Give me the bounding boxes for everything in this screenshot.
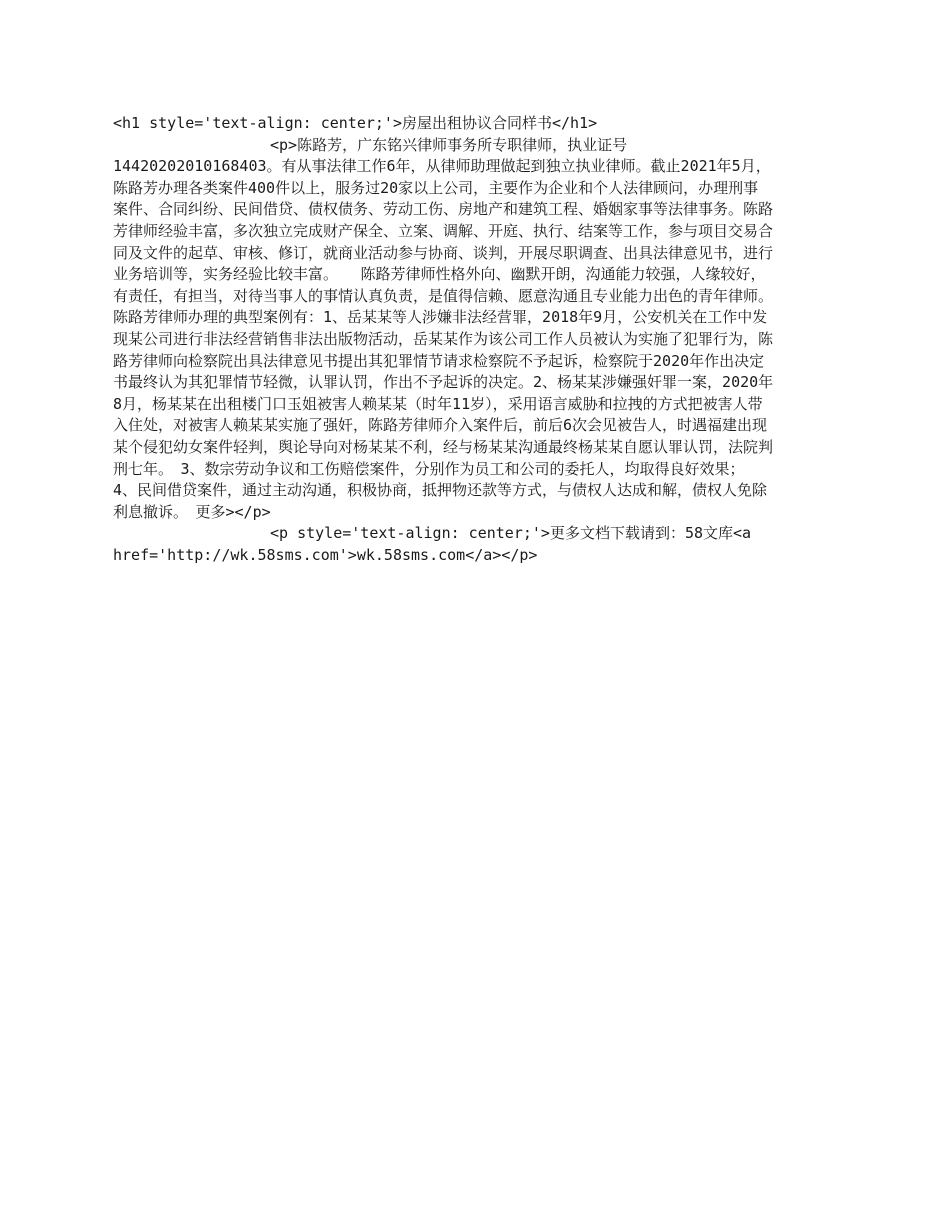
paragraph-line: 有责任，有担当，对待当事人的事情认真负责，是值得信赖、愿意沟通且专业能力出色的青年律师。 [113, 286, 774, 305]
paragraph-line: 路芳律师向检察院出具法律意见书提出其犯罪情节请求检察院不予起诉，检察院于2020年作出决定 [113, 351, 765, 370]
paragraph-line: 芳律师经验丰富，多次独立完成财产保全、立案、调解、开庭、执行、结案等工作，参与项目交易合 [113, 221, 774, 240]
paragraph-line: 业务培训等，实务经验比较丰富。 陈路芳律师性格外向、幽默开朗，沟通能力较强，人缘较好， [113, 265, 766, 284]
paragraph-line: 同及文件的起草、审核、修订，就商业活动参与协商、谈判，开展尽职调查、出具法律意见书，进行 [113, 243, 774, 262]
paragraph-line: 某个侵犯幼女案件轻判，舆论导向对杨某某不利，经与杨某某沟通最终杨某某自愿认罪认罚，法院判 [113, 437, 774, 456]
paragraph-line: 利息撤诉。 更多></p> [113, 502, 271, 521]
paragraph-line: <p>陈路芳，广东铭兴律师事务所专职律师，执业证号 [270, 135, 628, 154]
paragraph-line: 案件、合同纠纷、民间借贷、债权债务、劳动工伤、房地产和建筑工程、婚姻家事等法律事务。陈路 [113, 200, 774, 219]
paragraph-line: 入住处，对被害人赖某某实施了强奸，陈路芳律师介入案件后，前后6次会见被告人，时遇福建出现 [113, 416, 768, 435]
paragraph-line: 陈路芳办理各类案件400件以上，服务过20家以上公司，主要作为企业和个人法律顾问，办理刑事 [113, 178, 759, 197]
paragraph-line: 现某公司进行非法经营销售非法出版物活动，岳某某作为该公司工作人员被认为实施了犯罪行为，陈 [113, 329, 774, 348]
paragraph-line: 陈路芳律师办理的典型案例有：1、岳某某等人涉嫌非法经营罪，2018年9月，公安机关在工作中发 [113, 308, 768, 327]
paragraph-line: 8月，杨某某在出租楼门口玉姐被害人赖某某（时年11岁），采用语言威胁和拉拽的方式把被害人带 [113, 394, 763, 413]
document-body [113, 113, 838, 566]
paragraph-line: 14420202010168403。有从事法律工作6年，从律师助理做起到独立执业律师。截止2021年5月， [113, 157, 771, 176]
paragraph-line: 刑七年。 3、数宗劳动争议和工伤赔偿案件，分别作为员工和公司的委托人，均取得良好效果； [113, 459, 745, 478]
footer-source-line: <p style='text-align: center;'>更多文档下载请到：58文库<a [270, 524, 752, 543]
footer-source-line: href='http://wk.58sms.com'>wk.58sms.com</a></p> [113, 545, 538, 564]
paragraph-line: 书最终认为其犯罪情节轻微，认罪认罚，作出不予起诉的决定。2、杨某某涉嫌强奸罪一案，2020年 [113, 373, 774, 392]
title-source-line: <h1 style='text-align: center;'>房屋出租协议合同样书</h1> [113, 114, 598, 132]
paragraph-line: 4、民间借贷案件，通过主动沟通，积极协商，抵押物还款等方式，与债权人达成和解，债权人免除 [113, 481, 768, 500]
